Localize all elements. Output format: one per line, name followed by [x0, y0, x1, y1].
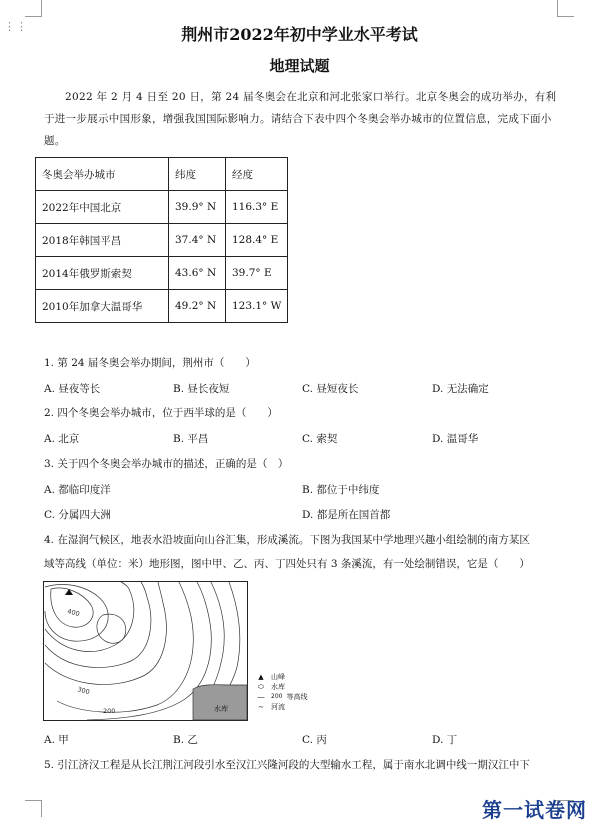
reservoir-icon: ⬭	[258, 683, 264, 691]
question-4-stem-line2: 域等高线（单位：米）地形图，图中甲、乙、丙、丁四处只有 3 条溪流，有一处绘制错误，它是（ ）	[44, 558, 530, 570]
contour-map	[43, 581, 248, 721]
table-cell: 2022年中国北京	[36, 191, 169, 224]
contour-label: 200	[103, 707, 116, 715]
drag-handle-icon[interactable]: ⋮⋮	[4, 20, 28, 33]
table-cell: 39.7° E	[226, 257, 288, 290]
legend-contour-value: 200	[271, 693, 283, 700]
legend-item-peak	[255, 672, 307, 682]
legend-item-reservoir	[255, 682, 307, 692]
table-header-cell: 冬奥会举办城市	[36, 158, 169, 191]
table-cell: 37.4° N	[169, 224, 226, 257]
legend-label: 等高线	[286, 693, 308, 701]
legend-label: 山峰	[271, 673, 285, 681]
question-4-option-a[interactable]: A. 甲	[44, 734, 69, 746]
map-legend	[255, 672, 307, 712]
site-watermark: 第一试卷网	[482, 798, 587, 822]
legend-item-contour	[255, 692, 307, 702]
olympic-cities-table	[35, 157, 288, 323]
reservoir-label: 水库	[214, 705, 228, 713]
peak-icon: ▲	[258, 673, 264, 681]
contour-icon: ―	[257, 693, 265, 701]
table-cell: 128.4° E	[226, 224, 288, 257]
question-1-option-d[interactable]: D. 无法确定	[432, 383, 489, 395]
table-header-cell: 经度	[226, 158, 288, 191]
table-row	[36, 290, 288, 323]
legend-label: 河流	[271, 703, 285, 711]
contour-label: 400	[66, 607, 81, 619]
question-1-option-c[interactable]: C. 昼短夜长	[302, 383, 359, 395]
table-header-cell: 纬度	[169, 158, 226, 191]
exam-title: 荆州市2022年初中学业水平考试	[181, 25, 418, 44]
question-2-stem: 2. 四个冬奥会举办城市，位于西半球的是（ ）	[44, 407, 278, 419]
table-cell: 2014年俄罗斯索契	[36, 257, 169, 290]
question-1-stem: 1. 第 24 届冬奥会举办期间，荆州市（ ）	[44, 357, 256, 369]
question-5-stem: 5. 引江济汉工程是从长江荆江河段引水至汉江兴隆河段的大型输水工程，属于南水北调中线一期汉江中下	[44, 759, 530, 771]
corner-mark-top-left	[25, 0, 42, 17]
question-3-stem: 3. 关于四个冬奥会举办城市的描述，正确的是（ ）	[44, 458, 289, 470]
question-1-option-a[interactable]: A. 昼夜等长	[44, 383, 101, 395]
question-2-option-a[interactable]: A. 北京	[44, 433, 80, 445]
question-2-option-c[interactable]: C. 索契	[302, 433, 338, 445]
table-row	[36, 257, 288, 290]
exam-subtitle: 地理试题	[269, 57, 330, 75]
question-1-option-b[interactable]: B. 昼长夜短	[173, 383, 230, 395]
table-row	[36, 224, 288, 257]
table-header-row	[36, 158, 288, 191]
table-cell: 39.9° N	[169, 191, 226, 224]
corner-mark-bottom-left	[25, 800, 42, 817]
intro-paragraph: 2022 年 2 月 4 日至 20 日，第 24 届冬奥会在北京和河北张家口举行。北京冬奥会的成功举办，有利于进一步展示中国形象，增强我国国际影响力。请结合下表中四个冬奥会举办城市的位置信息，完成下面小题。	[44, 91, 557, 147]
contour-label: 300	[76, 685, 91, 697]
question-3-option-d[interactable]: D. 都是所在国首都	[302, 509, 391, 521]
question-4-option-c[interactable]: C. 丙	[302, 734, 327, 746]
question-4-stem-line1: 4. 在湿润气候区，地表水沿坡面向山谷汇集，形成溪流。下图为我国某中学地理兴趣小组绘制的南方某区	[44, 534, 530, 546]
table-cell: 2010年加拿大温哥华	[36, 290, 169, 323]
question-4-option-d[interactable]: D. 丁	[432, 734, 458, 746]
question-3-option-c[interactable]: C. 分属四大洲	[44, 509, 111, 521]
question-2-option-d[interactable]: D. 温哥华	[432, 433, 479, 445]
question-2-option-b[interactable]: B. 平昌	[173, 433, 209, 445]
question-4-option-b[interactable]: B. 乙	[173, 734, 198, 746]
legend-label: 水库	[271, 683, 285, 691]
table-cell: 123.1° W	[226, 290, 288, 323]
reservoir-shape	[193, 685, 247, 720]
question-3-option-b[interactable]: B. 都位于中纬度	[302, 484, 380, 496]
table-cell: 43.6° N	[169, 257, 226, 290]
corner-mark-top-right	[557, 0, 574, 17]
table-cell: 2018年韩国平昌	[36, 224, 169, 257]
legend-item-river	[255, 702, 307, 712]
question-3-option-a[interactable]: A. 都临印度洋	[44, 484, 111, 496]
table-row	[36, 191, 288, 224]
table-cell: 116.3° E	[226, 191, 288, 224]
river-icon: ∼	[258, 703, 264, 711]
table-cell: 49.2° N	[169, 290, 226, 323]
